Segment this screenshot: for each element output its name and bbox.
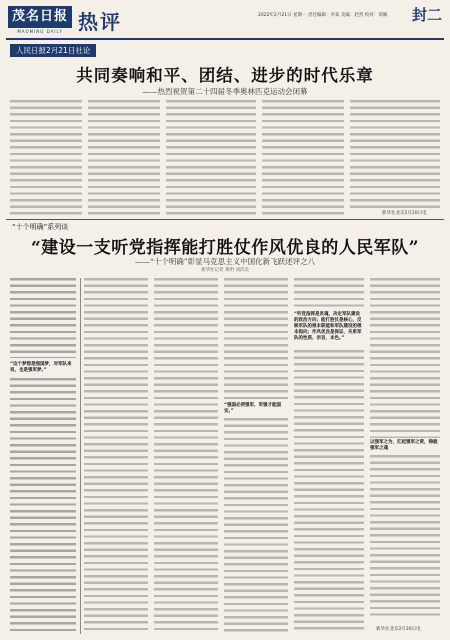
series-label: “十个明确”系列谈 xyxy=(12,223,69,231)
editorial-column-3 xyxy=(166,100,256,215)
feature-column-3 xyxy=(154,278,218,634)
pull-quote-4: 以强军之为，扛起强军之责，铸就强军之魂 xyxy=(370,440,438,451)
feature-byline: 新华社记者 黄明 刘济美 xyxy=(201,268,249,273)
masthead-rule xyxy=(6,38,444,40)
section-divider xyxy=(6,219,444,220)
feature-source: 新华社北京2月20日电 xyxy=(376,627,421,632)
feature-column-1-top xyxy=(10,278,76,358)
pull-quote-3: “听党指挥是灵魂，决定军队建设的政治方向；能打胜仗是核心，反映军队的根本职能和军队建设的根本指向；作风优良是保证，关系军队的性质、宗旨、本色。” xyxy=(294,312,362,341)
feature-column-5-top xyxy=(294,278,364,310)
editorial-subtitle: ——热烈祝贺第二十四届冬季奥林匹克运动会闭幕 xyxy=(142,87,308,96)
feature-headline: “建设一支听党指挥能打胜仗作风优良的人民军队” xyxy=(30,238,420,258)
feature-column-1-bottom xyxy=(10,378,76,634)
feature-column-6-bottom xyxy=(370,455,440,620)
feature-column-5-bottom xyxy=(294,350,364,634)
pull-quote-1: “这个梦想是强国梦，对军队来说，也是强军梦。” xyxy=(10,362,72,373)
feature-column-2 xyxy=(84,278,148,634)
feature-column-4-top xyxy=(224,278,288,400)
editorial-tag: 人民日报2月21日社论 xyxy=(10,44,96,57)
editorial-column-1 xyxy=(10,100,82,215)
column-rule xyxy=(80,278,81,634)
editorial-column-4 xyxy=(262,100,344,215)
feature-column-4-bottom xyxy=(224,418,288,634)
editorial-headline: 共同奏响和平、团结、进步的时代乐章 xyxy=(76,66,374,85)
newspaper-logo-english: MAOMING DAILY xyxy=(17,29,63,34)
masthead xyxy=(0,0,450,42)
page-label: 封二 xyxy=(411,6,442,24)
editorial-column-5 xyxy=(350,100,440,208)
pull-quote-2: “强国必须强军，军强才能国安。” xyxy=(224,403,281,414)
editorial-column-2 xyxy=(88,100,160,215)
feature-subtitle: ——“十个明确”彰显马克思主义中国化新飞跃述评之八 xyxy=(134,257,316,266)
newspaper-logo: 茂名日报 xyxy=(8,6,72,28)
feature-column-6-top xyxy=(370,278,440,438)
editorial-source: 新华社北京2月20日电 xyxy=(382,211,427,216)
section-title: 热评 xyxy=(78,10,122,34)
dateline: 2022年2月21日 星期一 责任编辑：李泰 美编：赵烈 校对：邓佩 xyxy=(258,13,388,18)
